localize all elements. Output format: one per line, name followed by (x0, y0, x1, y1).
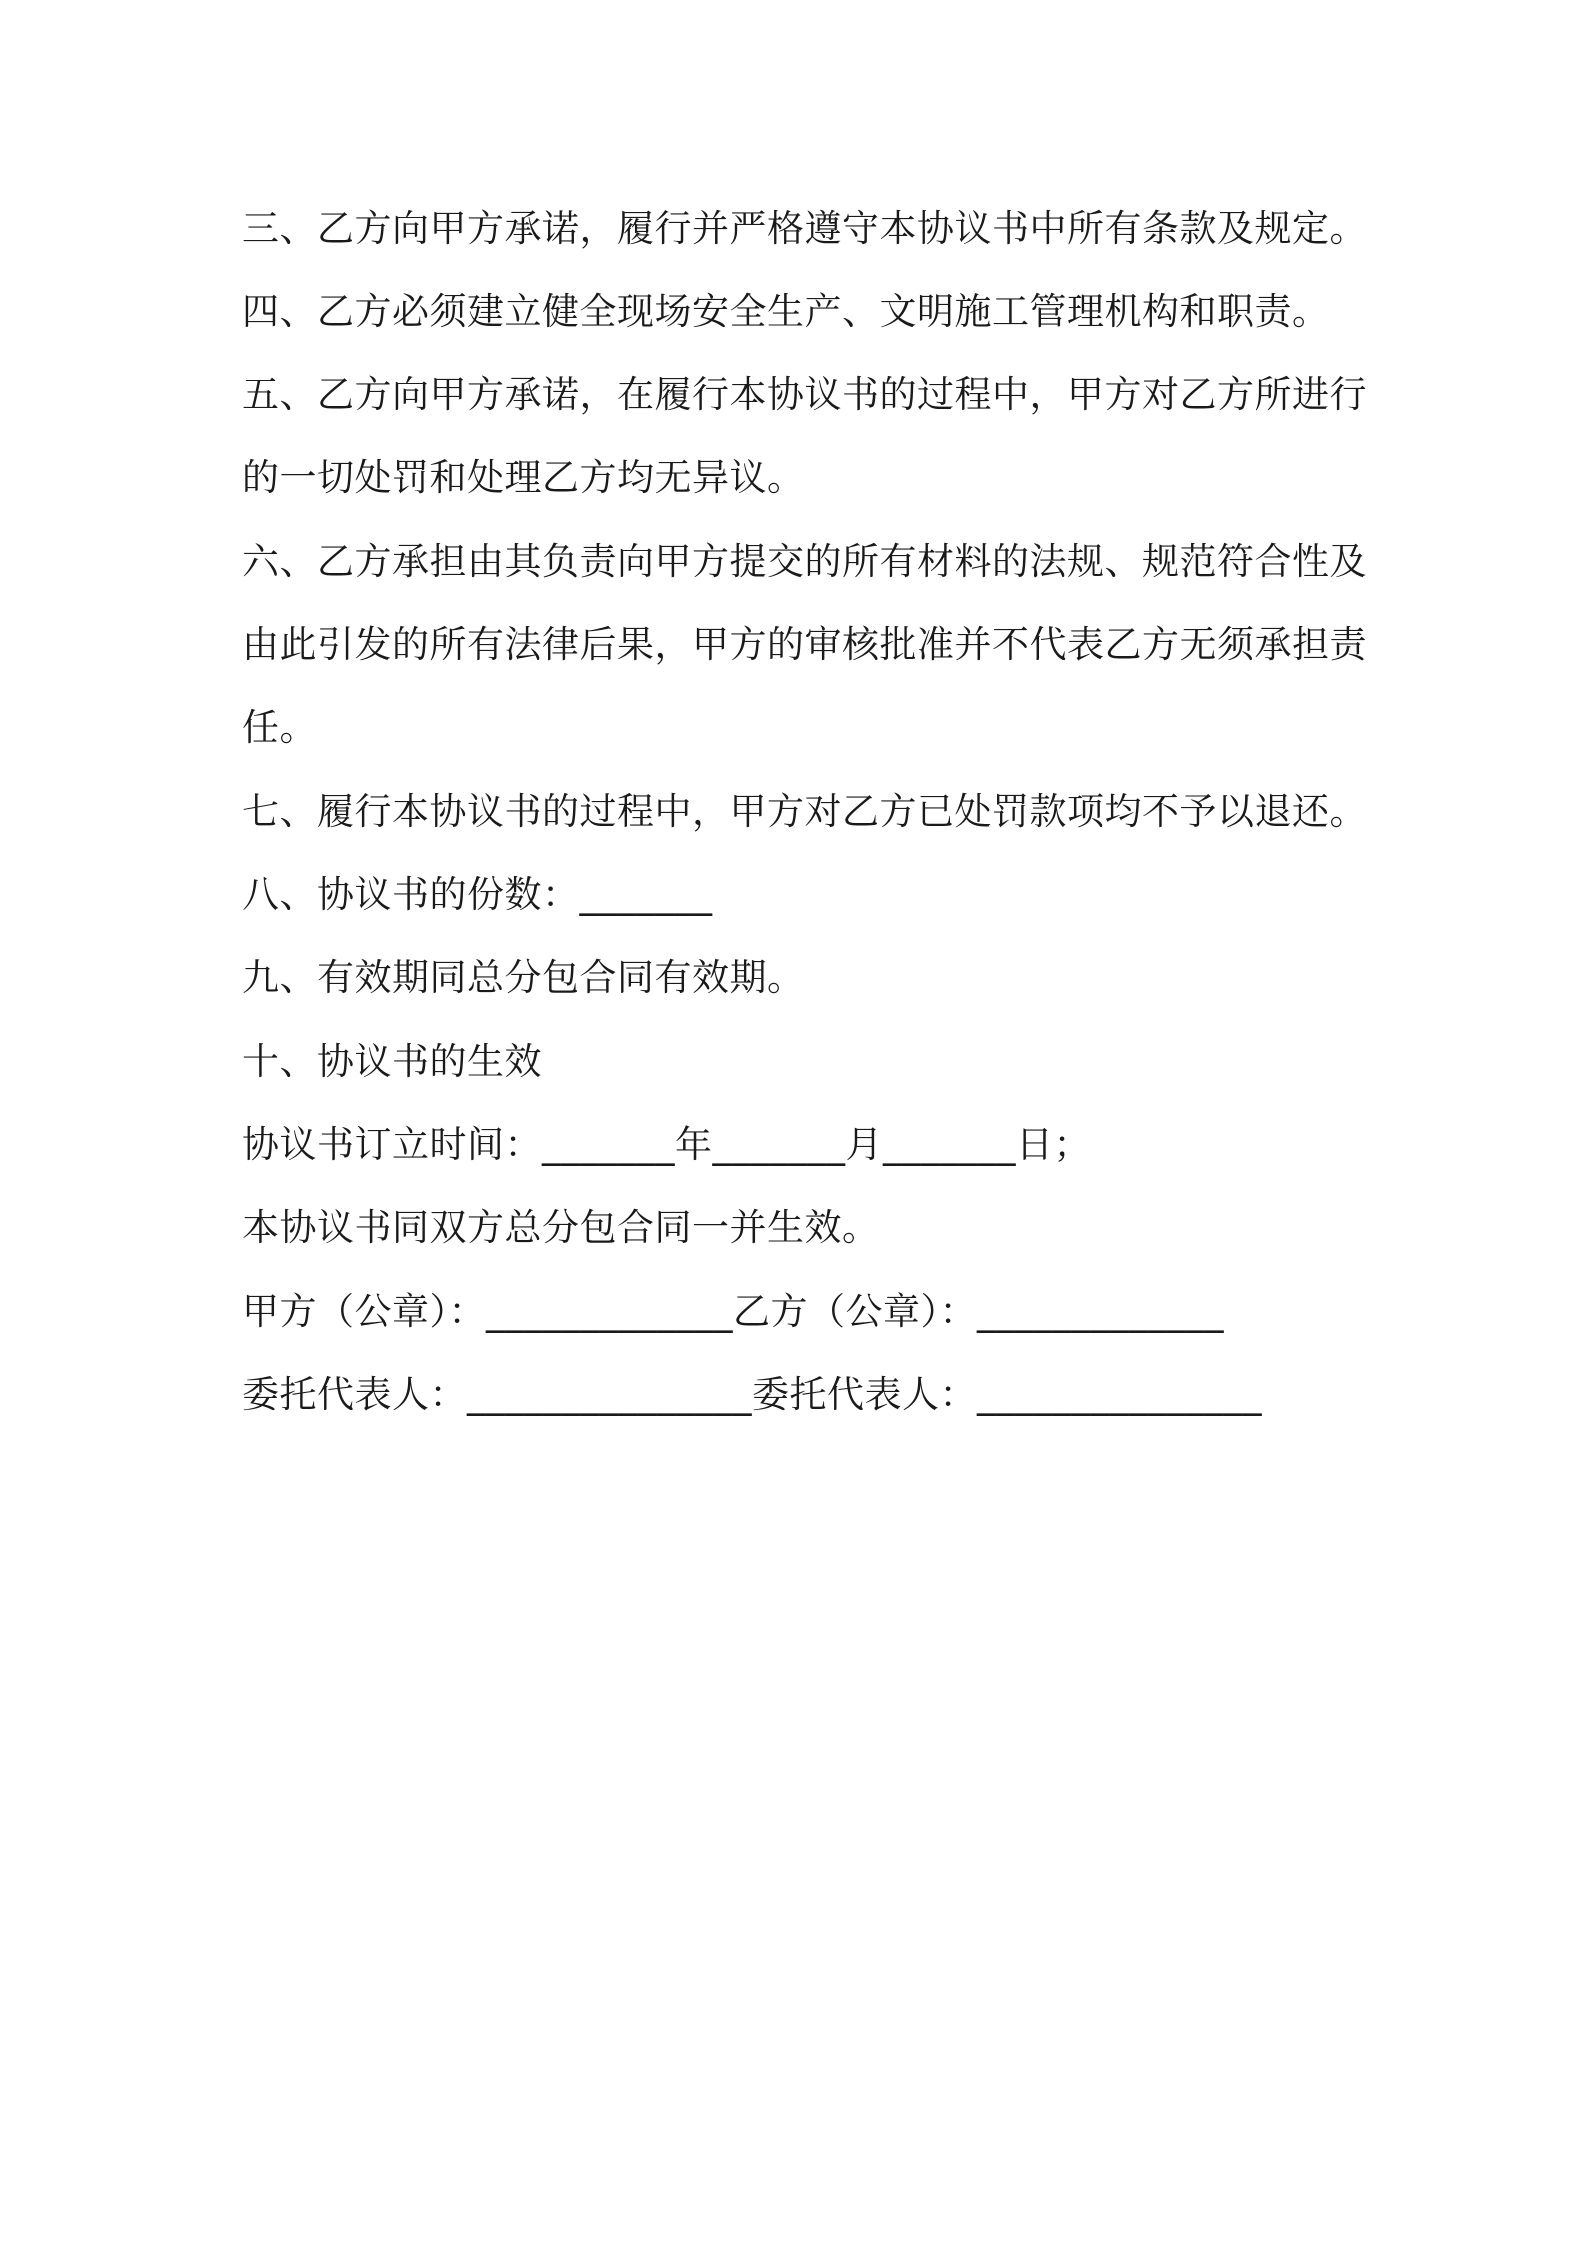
clause-3: 三、乙方向甲方承诺，履行并严格遵守本协议书中所有条款及规定。 (242, 207, 1367, 250)
authorized-representatives: 委托代表人：_______________委托代表人：_______________ (242, 1373, 1262, 1416)
signing-date: 协议书订立时间：_______年_______月_______日； (242, 1123, 1091, 1166)
clause-6-line-2: 由此引发的所有法律后果，甲方的审核批准并不代表乙方无须承担责 (242, 623, 1367, 666)
clause-5-line-1: 五、乙方向甲方承诺，在履行本协议书的过程中，甲方对乙方所进行 (242, 373, 1367, 416)
clause-10: 十、协议书的生效 (242, 1040, 542, 1083)
clause-4: 四、乙方必须建立健全现场安全生产、文明施工管理机构和职责。 (242, 290, 1330, 333)
clause-6-line-1: 六、乙方承担由其负责向甲方提交的所有材料的法规、规范符合性及 (242, 540, 1367, 583)
clause-9: 九、有效期同总分包合同有效期。 (242, 956, 805, 999)
clause-8: 八、协议书的份数：_______ (242, 873, 713, 916)
clause-6-line-3: 任。 (242, 706, 317, 749)
effective-statement: 本协议书同双方总分包合同一并生效。 (242, 1206, 880, 1249)
clause-7: 七、履行本协议书的过程中，甲方对乙方已处罚款项均不予以退还。 (242, 790, 1367, 833)
clause-5-line-2: 的一切处罚和处理乙方均无异议。 (242, 456, 805, 499)
party-seals: 甲方（公章）：_____________乙方（公章）：_____________ (242, 1290, 1224, 1333)
